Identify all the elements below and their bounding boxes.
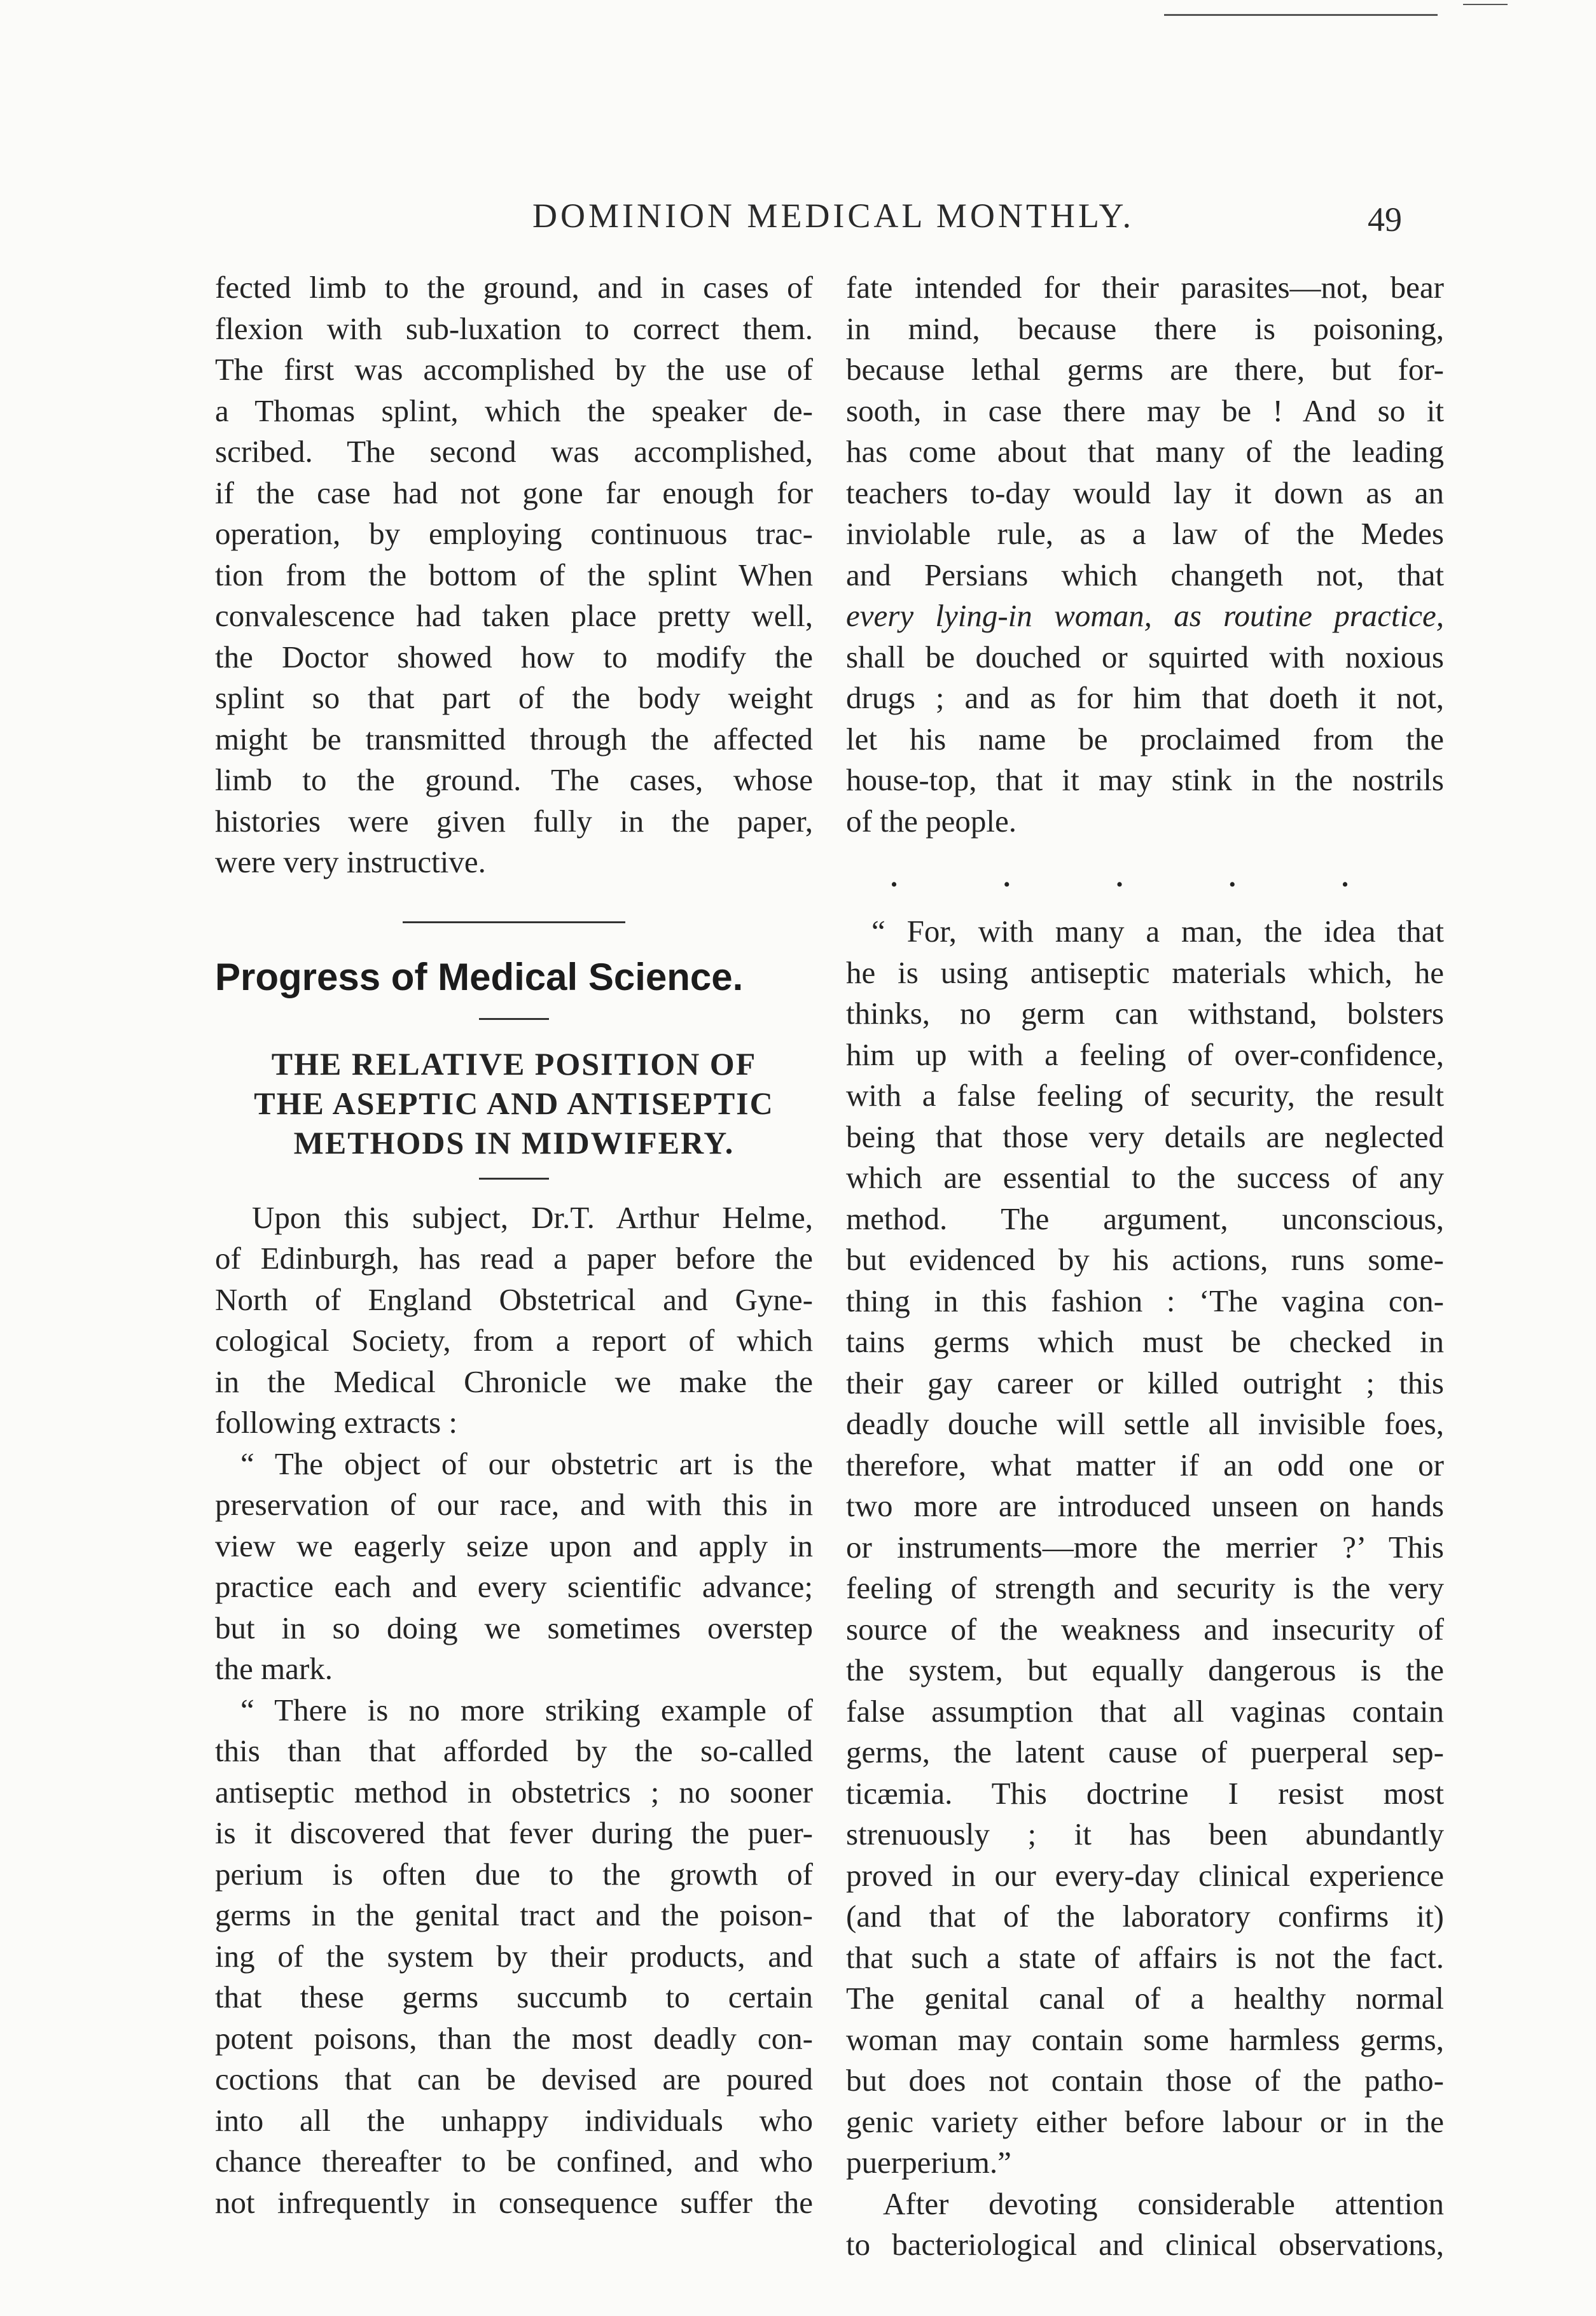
article-title [215,1044,813,1162]
text-line: tains germs which must be checked in [846,1324,1444,1359]
text-line: feeling of strength and security is the very [846,1570,1444,1605]
quote-paragraph [215,1444,813,1690]
text-line: strenuously ; it has been abundantly [846,1817,1444,1852]
text-line: the Doctor showed how to modify the [215,639,813,674]
text-line: woman may contain some harmless germs, [846,2021,1444,2057]
text-line: he is using antiseptic materials which, he [846,954,1444,990]
text-line: proved in our every-day clinical experience [846,1857,1444,1893]
ellipsis-dot: . [1116,862,1123,893]
intro-paragraph [215,1197,813,1444]
article-title-line: METHODS IN MIDWIFERY. [293,1124,735,1161]
text-line: a Thomas splint, which the speaker de- [215,393,813,428]
text-line: the mark. [215,1651,333,1686]
text-line: this than that afforded by the so-called [215,1733,813,1768]
text-line: fected limb to the ground, and in cases of [215,270,813,305]
ellipsis-dot: . [1342,862,1349,893]
text-line: into all the unhappy individuals who [215,2102,813,2138]
ellipsis-row [891,861,1349,893]
text-line: The genital canal of a healthy normal [846,1981,1444,2016]
text-line: The first was accomplished by the use of [215,352,813,387]
running-head: DOMINION MEDICAL MONTHLY. [532,197,1135,235]
article-title-line: THE ASEPTIC AND ANTISEPTIC [254,1085,774,1121]
text-line: because lethal germs are there, but for- [846,352,1444,387]
ellipsis-dot: . [1003,862,1011,893]
text-line: genic variety either before labour or in the [846,2103,1444,2139]
text-line: method. The argument, unconscious, [846,1201,1444,1236]
text-line: ing of the system by their products, and [215,1938,813,1974]
text-line: limb to the ground. The cases, whose [215,762,813,797]
section-divider [403,921,625,923]
continuation-paragraph [215,267,813,883]
text-line: “ The object of our obstetric art is the [240,1446,813,1481]
text-line: North of England Obstetrical and Gyne- [215,1281,813,1317]
text-line: but in so doing we sometimes overstep [215,1610,813,1645]
text-line: not infrequently in consequence suffer the [215,2184,813,2220]
text-line: scribed. The second was accomplished, [215,434,813,469]
text-line: drugs ; and as for him that doeth it not, [846,680,1444,715]
text-line: is it discovered that fever during the puer- [215,1815,813,1850]
text-line: thing in this fashion : ‘The vagina con- [846,1283,1444,1318]
text-line: if the case had not gone far enough for [215,475,813,510]
text-line: germs, the latent cause of puerperal sep- [846,1734,1444,1769]
text-line: or instruments—more the merrier ?’ This [846,1529,1444,1565]
text-line: with a false feeling of security, the result [846,1078,1444,1113]
text-line: and Persians which changeth not, that [846,557,1444,592]
text-line: tion from the bottom of the splint When [215,557,813,592]
text-line: sooth, in case there may be ! And so it [846,393,1444,428]
text-line: splint so that part of the body weight [215,680,813,715]
text-line: thinks, no germ can withstand, bolsters [846,996,1444,1031]
text-line: operation, by employing continuous trac- [215,516,813,551]
top-rule [1164,14,1438,16]
section-title: Progress of Medical Science. [215,955,744,998]
quote-paragraph [846,911,1444,2184]
text-line: teachers to-day would lay it down as an [846,475,1444,510]
text-line: germs in the genital tract and the poison- [215,1897,813,1932]
ellipsis-dot: . [1228,862,1236,893]
text-line: deadly douche will settle all invisible foes, [846,1406,1444,1441]
text-line: coctions that can be devised are poured [215,2061,813,2096]
text-line: shall be douched or squirted with noxious [846,639,1444,674]
body-paragraph [846,2184,1444,2266]
text-line: antiseptic method in obstetrics ; no sooner [215,1774,813,1810]
text-line: that these germs succumb to certain [215,1979,813,2014]
text-line: view we eagerly seize upon and apply in [215,1528,813,1563]
quote-paragraph [215,1690,813,2224]
text-line: following extracts : [215,1405,458,1440]
text-line: Upon this subject, Dr.T. Arthur Helme, [252,1199,813,1235]
text-line: in the Medical Chronicle we make the [215,1364,813,1399]
article-title-line: THE RELATIVE POSITION OF [271,1045,757,1082]
top-rule-short [1463,4,1508,5]
text-line: let his name be proclaimed from the [846,721,1444,757]
text-line: source of the weakness and insecurity of [846,1611,1444,1647]
text-line: fate intended for their parasites—not, bear [846,270,1444,305]
text-line: that such a state of affairs is not the fact. [846,1939,1444,1975]
title-rule [479,1178,549,1180]
text-line: practice each and every scientific advance; [215,1569,813,1604]
text-line: of Edinburgh, has read a paper before the [215,1241,813,1276]
text-line: convalescence had taken place pretty well, [215,598,813,633]
text-line: were very instructive. [215,844,486,879]
text-line: therefore, what matter if an odd one or [846,1447,1444,1482]
text-line: every lying-in woman, as routine practice, [846,598,1444,633]
text-line: to bacteriological and clinical observations, [846,2227,1444,2262]
text-line: but evidenced by his actions, runs some- [846,1242,1444,1277]
text-line: which are essential to the success of any [846,1160,1444,1195]
text-line: him up with a feeling of over-confidence, [846,1036,1444,1072]
text-line: but does not contain those of the patho- [846,2063,1444,2098]
text-line: inviolable rule, as a law of the Medes [846,516,1444,551]
text-line: ticæmia. This doctrine I resist most [846,1775,1444,1811]
text-line: After devoting considerable attention [883,2186,1444,2221]
text-line: “ For, with many a man, the idea that [871,914,1444,949]
left-column [215,267,813,2223]
text-line: preservation of our race, and with this in [215,1487,813,1522]
page-number: 49 [1368,200,1402,239]
text-line: histories were given fully in the paper, [215,803,813,839]
continuation-paragraph [846,267,1444,842]
text-line: the system, but equally dangerous is the [846,1652,1444,1687]
text-line: (and that of the laboratory confirms it) [846,1899,1444,1934]
text-line: two more are introduced unseen on hands [846,1488,1444,1523]
text-line: false assumption that all vaginas contain [846,1693,1444,1729]
right-column [846,267,1444,2266]
text-line: of the people. [846,803,1017,839]
text-line: puerperium.” [846,2145,1011,2180]
text-line: has come about that many of the leading [846,434,1444,469]
text-line: cological Society, from a report of which [215,1323,813,1358]
text-line: perium is often due to the growth of [215,1856,813,1892]
text-line: in mind, because there is poisoning, [846,310,1444,346]
text-line: “ There is no more striking example of [240,1692,813,1727]
text-line: being that those very details are neglected [846,1119,1444,1154]
ellipsis-dot: . [891,862,898,893]
title-rule [479,1018,549,1020]
text-line: might be transmitted through the affected [215,721,813,757]
text-line: chance thereafter to be confined, and who [215,2144,813,2179]
text-line: flexion with sub-luxation to correct them. [215,310,813,346]
text-line: their gay career or killed outright ; this [846,1365,1444,1400]
text-line: potent poisons, than the most deadly con- [215,2020,813,2056]
text-line: house-top, that it may stink in the nostrils [846,762,1444,797]
